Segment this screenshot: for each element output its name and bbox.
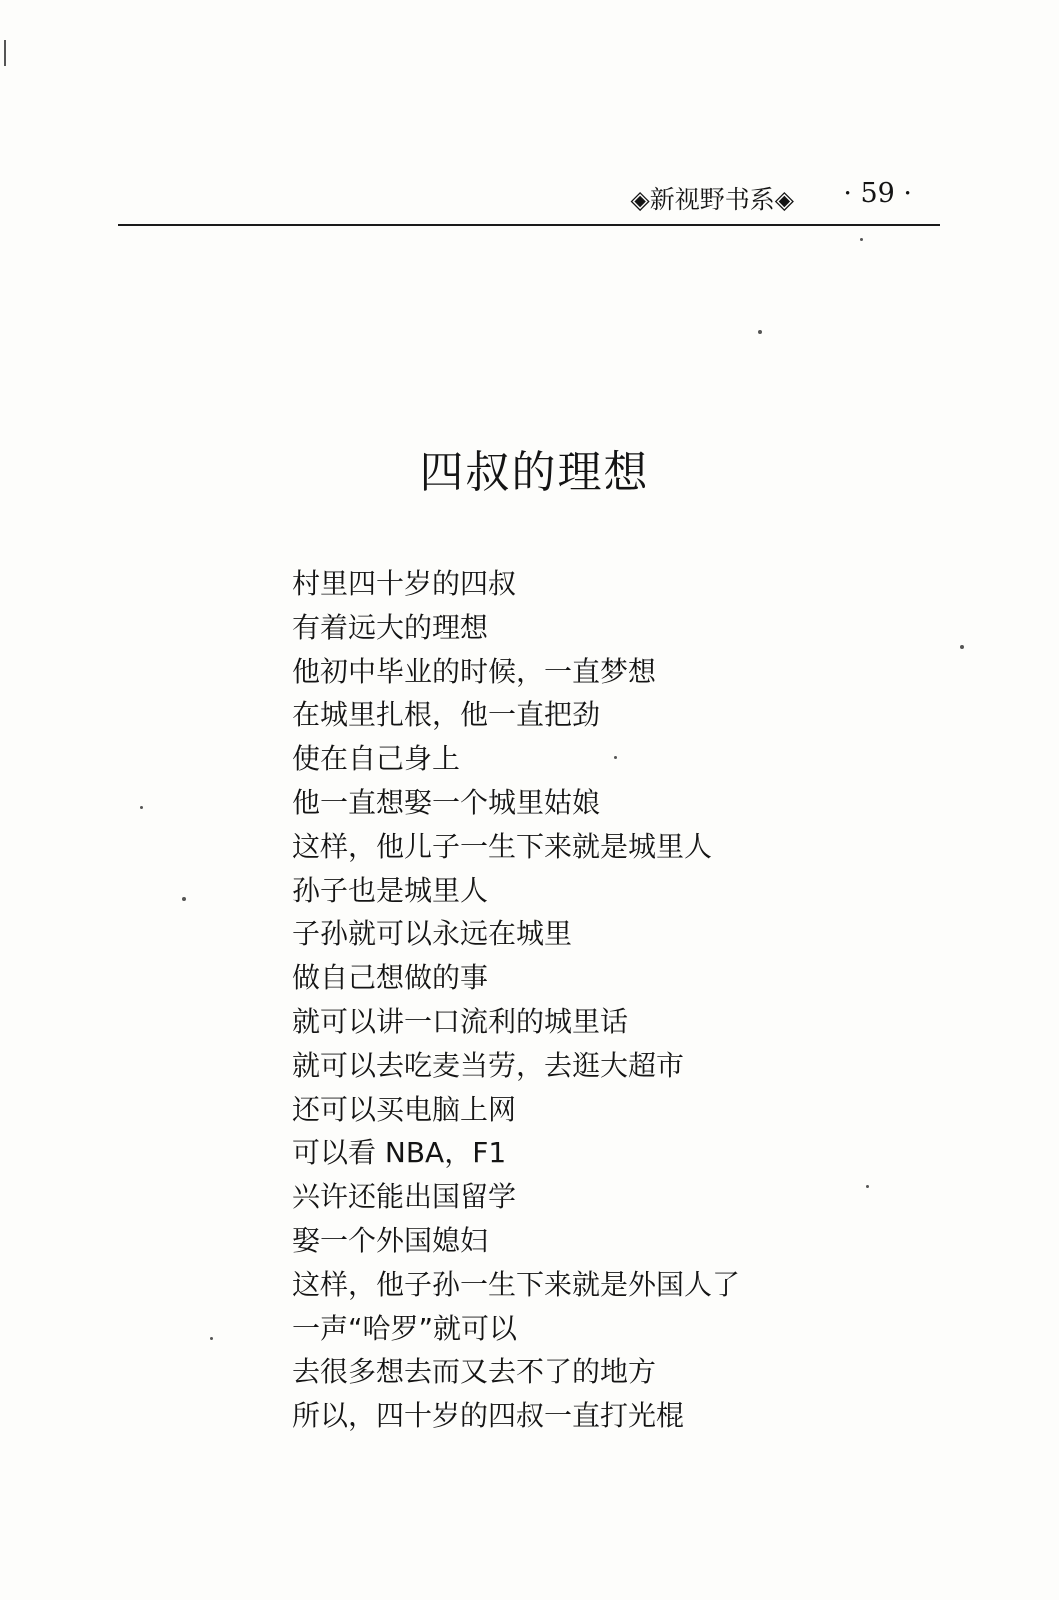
poem-line: 可以看 NBA，F1 [292,1136,507,1170]
scan-speck [140,806,143,809]
poem-line: 做自己想做的事 [292,961,489,995]
scan-speck [860,238,863,241]
series-title: ◈新视野书系◈ [630,185,794,214]
poem-line: 所以，四十岁的四叔一直打光棍 [292,1399,685,1433]
header-rule [118,224,940,226]
poem-line: 使在自己身上 [292,742,461,776]
scan-speck [758,330,762,334]
poem-line: 一声“哈罗”就可以 [292,1311,518,1345]
page-number: · 59 · [843,178,912,209]
poem-line: 还可以买电脑上网 [292,1092,517,1126]
scan-speck [960,645,964,649]
poem-line: 子孙就可以永远在城里 [292,917,573,951]
scan-speck [614,756,617,759]
scan-speck [182,897,186,901]
poem-line: 去很多想去而又去不了的地方 [292,1355,657,1389]
scan-speck [4,40,6,66]
poem-line: 就可以讲一口流利的城里话 [292,1004,629,1038]
poem-title: 四叔的理想 [419,447,650,498]
poem-line: 兴许还能出国留学 [292,1180,517,1214]
poem-line: 他一直想娶一个城里姑娘 [292,785,601,819]
poem-line: 有着远大的理想 [292,610,489,644]
poem-line: 在城里扎根，他一直把劲 [292,698,601,732]
scan-speck [866,1185,869,1188]
poem-line: 孙子也是城里人 [292,873,489,907]
running-header [118,176,940,226]
scan-speck [210,1337,213,1340]
poem-line: 这样，他儿子一生下来就是城里人 [292,829,713,863]
poem-line: 他初中毕业的时候，一直梦想 [292,654,657,688]
poem-line: 村里四十岁的四叔 [292,567,517,600]
poem-body [292,562,740,1438]
poem-line: 就可以去吃麦当劳，去逛大超市 [292,1048,685,1082]
poem-line: 娶一个外国媳妇 [292,1223,489,1257]
poem-line: 这样，他子孙一生下来就是外国人了 [292,1267,741,1301]
